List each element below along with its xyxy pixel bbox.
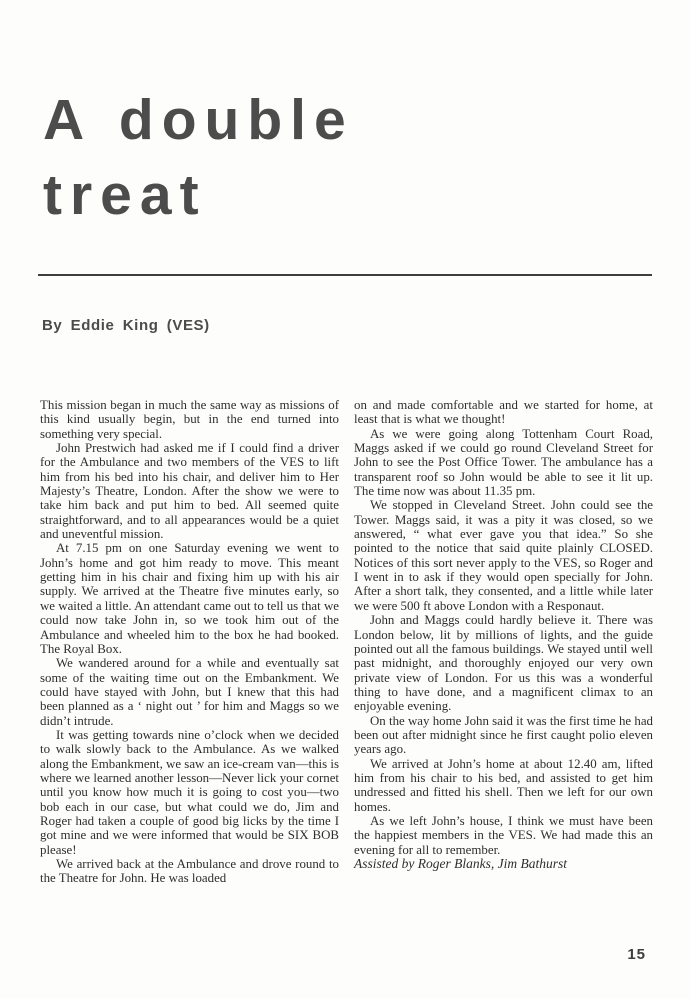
paragraph: This mission began in much the same way as missions of this kind usually begin, but in the end turned into something very special.	[40, 398, 339, 441]
paragraph: on and made comfortable and we started for home, at least that is what we thought!	[354, 398, 653, 427]
credit-line: Assisted by Roger Blanks, Jim Bathurst	[354, 856, 567, 871]
byline: By Eddie King (VES)	[42, 317, 210, 334]
paragraph: We stopped in Cleveland Street. John could see the Tower. Maggs said, it was a pity it was closed, so we answered, “ what ever gave you that idea.” So she pointed to the notice that said quite plainly CLOSED. Notices of this sort never apply to the VES, so Roger and I went in to ask if they would open specially for John. After a short talk, they consented, and a little while later we were 500 ft above London with a Responaut.	[354, 498, 653, 613]
article-title	[43, 83, 354, 233]
left-column	[40, 398, 339, 886]
divider-rule	[38, 274, 652, 276]
page-number: 15	[627, 946, 646, 963]
paragraph: John and Maggs could hardly believe it. There was London below, lit by millions of lights, and the guide pointed out all the famous buildings. We stayed until well past midnight, and thoroughly enjoyed our very own private view of London. For us this was a wonderful thing to have done, and a magnificent climax to an enjoyable evening.	[354, 613, 653, 714]
paragraph: It was getting towards nine o’clock when we decided to walk slowly back to the Ambulance. As we walked along the Embankment, we saw an ice-cream van—this is where we learned another lesson—Never lick your cornet until you know how much it is going to cost you—two bob each in our case, but what could we do, Jim and Roger had taken a couple of good big licks by the time I got mine and we were informed that would be SIX BOB please!	[40, 727, 339, 857]
paragraph: As we left John’s house, I think we must have been the happiest members in the VES. We had made this an evening for all to remember.	[354, 813, 653, 857]
paragraph: We arrived at John’s home at about 12.40 am, lifted him from his chair to his bed, and assisted to get him undressed and fitted his shell. Then we left for our own homes.	[354, 756, 653, 814]
paragraph: At 7.15 pm on one Saturday evening we went to John’s home and got him ready to move. This meant getting him in his chair and fixing him up with his air supply. We arrived at the Theatre five minutes early, so we waited a little. An attendant came out to tell us that we could now take John in, so we took him out of the Ambulance and wheeled him to the box he had booked. The Royal Box.	[40, 541, 339, 656]
paragraph: As we were going along Tottenham Court Road, Maggs asked if we could go round Cleveland Street for John to see the Post Office Tower. The ambulance has a transparent roof so John would be able to see it lit up. The time now was about 11.35 pm.	[354, 426, 653, 499]
article-body	[40, 398, 653, 886]
article-title-line1: A double	[43, 88, 354, 153]
paragraph: John Prestwich had asked me if I could find a driver for the Ambulance and two members of the VES to lift him from his bed into his chair, and deliver him to Her Majesty’s Theatre, London. After the show we were to take him back and put him to bed. All seemed quite straightforward, and to all appearances would be a quiet and uneventful mission.	[40, 441, 339, 542]
paragraph: We wandered around for a while and eventually sat some of the waiting time out on the Embankment. We could have stayed with John, but I knew that this had been planned as a ‘ night out ’ for him and Maggs so we didn’t intrude.	[40, 656, 339, 728]
paragraph: We arrived back at the Ambulance and drove round to the Theatre for John. He was loaded	[40, 857, 339, 886]
paragraph: On the way home John said it was the first time he had been out after midnight since he first caught polio eleven years ago.	[354, 713, 653, 757]
right-column	[354, 398, 653, 886]
article-title-line2: treat	[43, 163, 207, 228]
